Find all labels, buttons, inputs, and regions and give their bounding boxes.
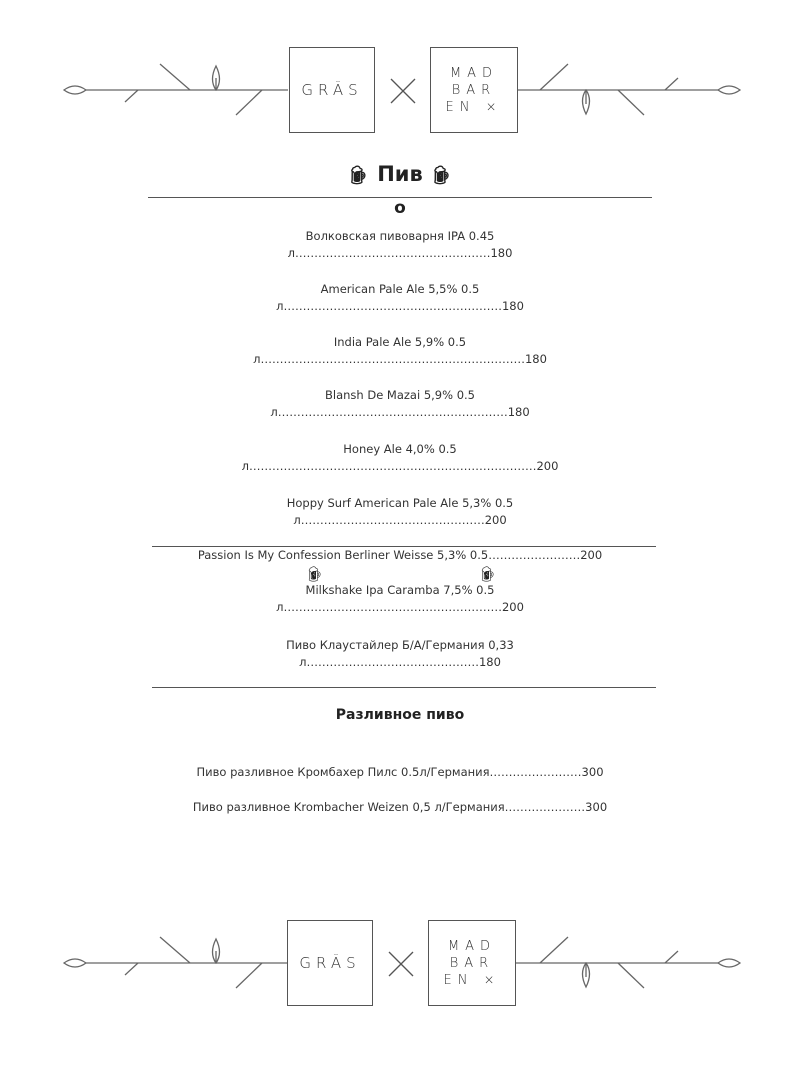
- list-item: [0, 228, 800, 262]
- page-title-continuation: о: [394, 198, 406, 218]
- beer-mug-icon: 🍺︎: [347, 165, 370, 186]
- beer-mug-icon: 🍺︎: [305, 565, 325, 583]
- list-item: [0, 334, 800, 368]
- list-item: [0, 387, 800, 421]
- madbaren-line: MAD: [447, 938, 497, 954]
- list-item: [0, 547, 800, 564]
- item-price-line: л……………………………………………………………180: [253, 352, 547, 366]
- list-item: [0, 441, 800, 475]
- section-title: Разливное пиво: [335, 707, 465, 723]
- item-name-price: Passion Is My Confession Berliner Weisse 5,3% 0.5……………………200: [197, 548, 603, 562]
- page-title-text: Пив: [377, 162, 423, 186]
- item-name: Пиво Клаустайлер Б/А/Германия 0,33: [286, 638, 514, 652]
- list-item: Пиво разливное Krombacher Weizen 0,5 л/Германия…………………300: [192, 800, 608, 814]
- page-title: [0, 162, 800, 186]
- item-price-line: л…………………………………………………………………200: [241, 459, 559, 473]
- header-banner-bottom: [0, 913, 800, 1013]
- beer-mug-icon: 🍺︎: [430, 165, 453, 186]
- gras-logo: GRÄS: [287, 920, 373, 1006]
- madbaren-line: EN ×: [445, 99, 503, 115]
- item-price-line: л…………………………………………………200: [276, 600, 524, 614]
- item-price-line: л…………………………………………200: [293, 513, 507, 527]
- madbaren-logo: [430, 47, 518, 133]
- item-price-line: л……………………………………………………180: [270, 405, 530, 419]
- madbaren-line: BAR: [451, 82, 497, 98]
- item-name: Волковская пивоварня IPA 0.45: [305, 229, 495, 243]
- gras-logo: GRÄS: [289, 47, 375, 133]
- cross-icon: [386, 949, 416, 979]
- cross-icon: [388, 76, 418, 106]
- item-price-line: л………………………………………180: [299, 655, 501, 669]
- list-item: Пиво разливное Кромбахер Пилс 0.5л/Германия……………………300: [196, 765, 604, 779]
- item-name: Blansh De Mazai 5,9% 0.5: [324, 388, 475, 402]
- madbaren-line: BAR: [449, 955, 495, 971]
- list-item: [0, 495, 800, 529]
- item-name: American Pale Ale 5,5% 0.5: [320, 282, 480, 296]
- madbaren-line: EN ×: [443, 972, 501, 988]
- item-price-line: л……………………………………………180: [287, 246, 513, 260]
- list-item: [0, 637, 800, 671]
- divider: [152, 687, 656, 688]
- item-price-line: л…………………………………………………180: [276, 299, 524, 313]
- madbaren-logo: [428, 920, 516, 1006]
- item-name: India Pale Ale 5,9% 0.5: [333, 335, 467, 349]
- list-item: [0, 281, 800, 315]
- madbaren-line: MAD: [449, 65, 499, 81]
- list-item: [0, 582, 800, 616]
- item-name: Milkshake Ipa Caramba 7,5% 0.5: [305, 583, 495, 597]
- header-banner-top: [0, 40, 800, 140]
- beer-mug-icon: 🍺︎: [478, 565, 498, 583]
- item-name: Honey Ale 4,0% 0.5: [343, 442, 457, 456]
- item-name: Hoppy Surf American Pale Ale 5,3% 0.5: [286, 496, 514, 510]
